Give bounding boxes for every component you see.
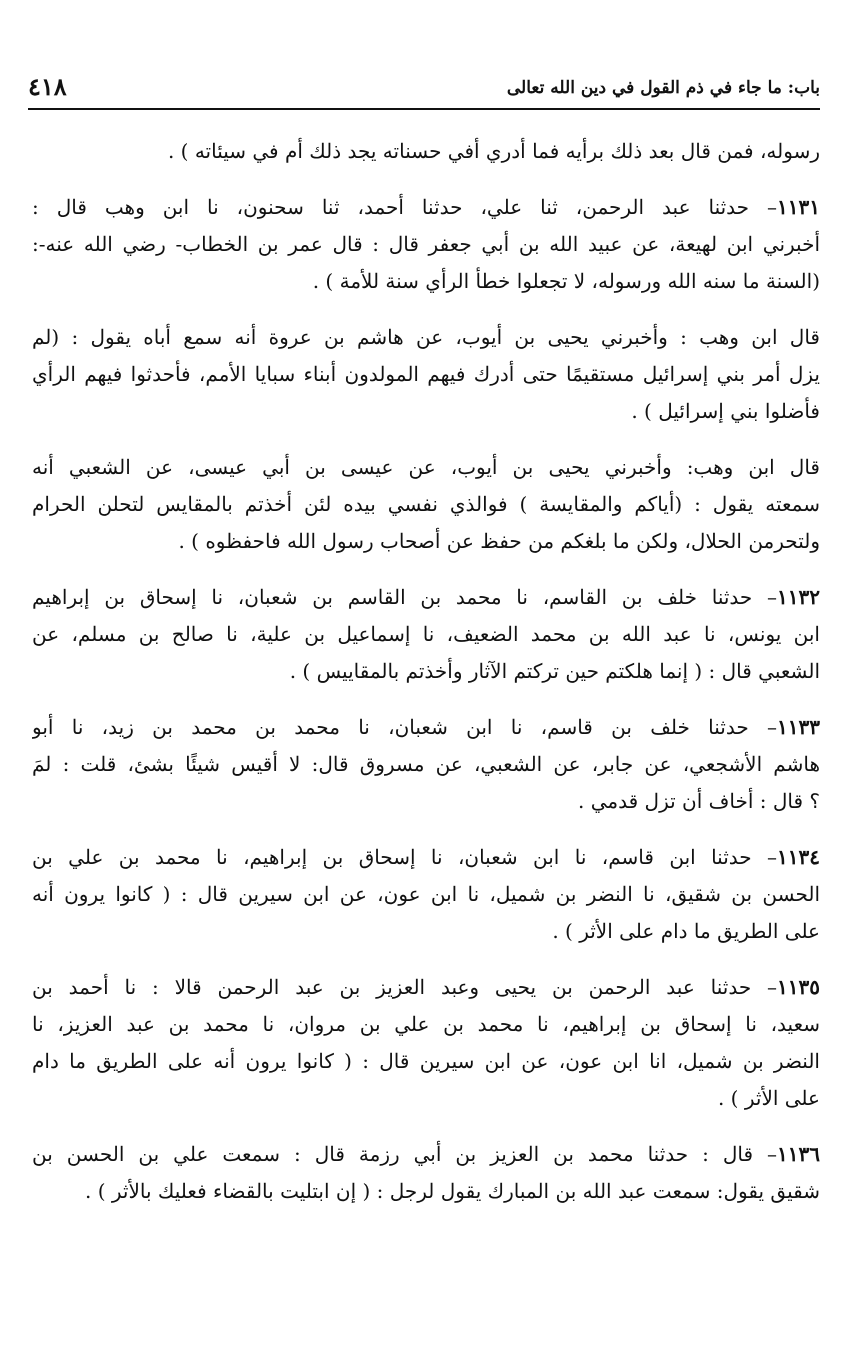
text-line: [32, 319, 820, 356]
line-text: قال ابن وهب : وأخبرني يحيى بن أيوب، عن هاشم بن عروة أنه سمع أباه يقول : (لم: [32, 325, 820, 349]
text-line: [32, 1173, 820, 1210]
hadith-number: ١١٣١: [777, 195, 820, 219]
line-text: الحسن بن شقيق، نا النضر بن شميل، نا ابن عون، عن ابن سيرين قال : ( كانوا يرون أنه: [32, 882, 820, 906]
text-line: [32, 1080, 820, 1117]
text-line: [32, 263, 820, 300]
line-text: سعيد، نا إسحاق بن إبراهيم، نا محمد بن علي بن مروان، نا محمد بن عبد العزيز، نا: [32, 1012, 820, 1036]
text-line: [32, 393, 820, 430]
line-text: على الطريق ما دام على الأثر ) .: [552, 919, 820, 943]
hadith-number: ١١٣٤: [777, 845, 820, 869]
line-text: (السنة ما سنه الله ورسوله، لا تجعلوا خطأ الرأي سنة للأمة ) .: [312, 269, 820, 293]
text-line: [32, 839, 820, 876]
line-text: أخبرني ابن لهيعة، عن عبيد الله بن أبي جعفر قال : قال عمر بن الخطاب- رضي الله عنه-:: [32, 232, 820, 256]
text-line: [32, 523, 820, 560]
line-text: – حدثنا ابن قاسم، نا ابن شعبان، نا إسحاق بن إبراهيم، نا محمد بن علي بن: [32, 845, 778, 869]
text-paragraph: [32, 319, 820, 430]
text-line: [32, 226, 820, 263]
text-line: [32, 1136, 820, 1173]
text-line: [32, 616, 820, 653]
line-text: ابن يونس، نا عبد الله بن محمد الضعيف، نا إسماعيل بن علية، نا صالح بن مسلم، عن: [32, 622, 820, 646]
text-line: [32, 1006, 820, 1043]
line-text: – قال : حدثنا محمد بن العزيز بن أبي رزمة قال : سمعت علي بن الحسن بن: [32, 1142, 778, 1166]
hadith-paragraph: [32, 839, 820, 950]
text-line: [32, 783, 820, 820]
line-text: – حدثنا عبد الرحمن بن يحيى وعبد العزيز بن عبد الرحمن قالا : نا أحمد بن: [32, 975, 778, 999]
hadith-paragraph: [32, 1136, 820, 1210]
line-text: الشعبي قال : ( إنما هلكتم حين تركتم الآثار وأخذتم بالمقاييس ) .: [289, 659, 820, 683]
hadith-paragraph: [32, 969, 820, 1117]
running-header: [28, 70, 820, 110]
line-text: شقيق يقول: سمعت عبد الله بن المبارك يقول لرجل : ( إن ابتليت بالقضاء فعليك بالأثر ) .: [85, 1179, 820, 1203]
text-line: [32, 486, 820, 523]
line-text: يزل أمر بني إسرائيل مستقيمًا حتى أدرك فيهم المولدون أبناء سبايا الأمم، فأحدثوا فيهم الرأي: [32, 362, 820, 386]
line-text: رسوله، فمن قال بعد ذلك برأيه فما أدري أفي حسناته يجد ذلك أم في سيئاته ) .: [167, 139, 820, 163]
line-text: – حدثنا عبد الرحمن، ثنا علي، حدثنا أحمد، ثنا سحنون، نا ابن وهب قال :: [32, 195, 778, 219]
text-paragraph: [32, 449, 820, 560]
text-line: [32, 449, 820, 486]
text-line: [32, 746, 820, 783]
text-line: [32, 1043, 820, 1080]
line-text: – حدثنا خلف بن قاسم، نا ابن شعبان، نا محمد بن محمد بن زيد، نا أبو: [32, 715, 778, 739]
text-line: [32, 876, 820, 913]
chapter-title: باب: ما جاء في ذم القول في دين الله تعالى: [506, 78, 820, 98]
line-text: النضر بن شميل، انا ابن عون، عن ابن سيرين قال : ( كانوا يرون أنه على الطريق ما دام: [32, 1049, 820, 1073]
hadith-paragraph: [32, 579, 820, 690]
hadith-number: ١١٣٦: [777, 1142, 820, 1166]
text-line: [32, 189, 820, 226]
hadith-number: ١١٣٢: [777, 585, 820, 609]
line-text: ولتحرمن الحلال، ولكن ما بلغكم من حفظ عن أصحاب رسول الله فاحفظوه ) .: [178, 529, 820, 553]
text-line: [32, 913, 820, 950]
hadith-paragraph: [32, 709, 820, 820]
text-line: [32, 653, 820, 690]
line-text: ؟ قال : أخاف أن تزل قدمي .: [578, 789, 820, 813]
line-text: هاشم الأشجعي، عن جابر، عن الشعبي، عن مسروق قال: لا أقيس شيئًا بشئ، قلت : لمَ: [32, 752, 820, 776]
hadith-paragraph: [32, 189, 820, 300]
text-line: [32, 356, 820, 393]
text-line: [32, 709, 820, 746]
page-body: [32, 133, 820, 1229]
hadith-number: ١١٣٥: [777, 975, 820, 999]
line-text: فأضلوا بني إسرائيل ) .: [631, 399, 820, 423]
line-text: – حدثنا خلف بن القاسم، نا محمد بن القاسم بن شعبان، نا إسحاق بن إبراهيم: [32, 585, 778, 609]
page-number: ٤١٨: [28, 72, 67, 101]
line-text: قال ابن وهب: وأخبرني يحيى بن أيوب، عن عيسى بن أبي عيسى، عن الشعبي أنه: [32, 455, 820, 479]
text-line: [32, 133, 820, 170]
line-text: سمعته يقول : (أياكم والمقايسة ) فوالذي نفسي بيده لئن أخذتم بالمقايس لتحلن الحرام: [32, 492, 820, 516]
text-paragraph: [32, 133, 820, 170]
text-line: [32, 579, 820, 616]
line-text: على الأثر ) .: [717, 1086, 820, 1110]
text-line: [32, 969, 820, 1006]
hadith-number: ١١٣٣: [777, 715, 820, 739]
header-divider: [28, 108, 820, 110]
